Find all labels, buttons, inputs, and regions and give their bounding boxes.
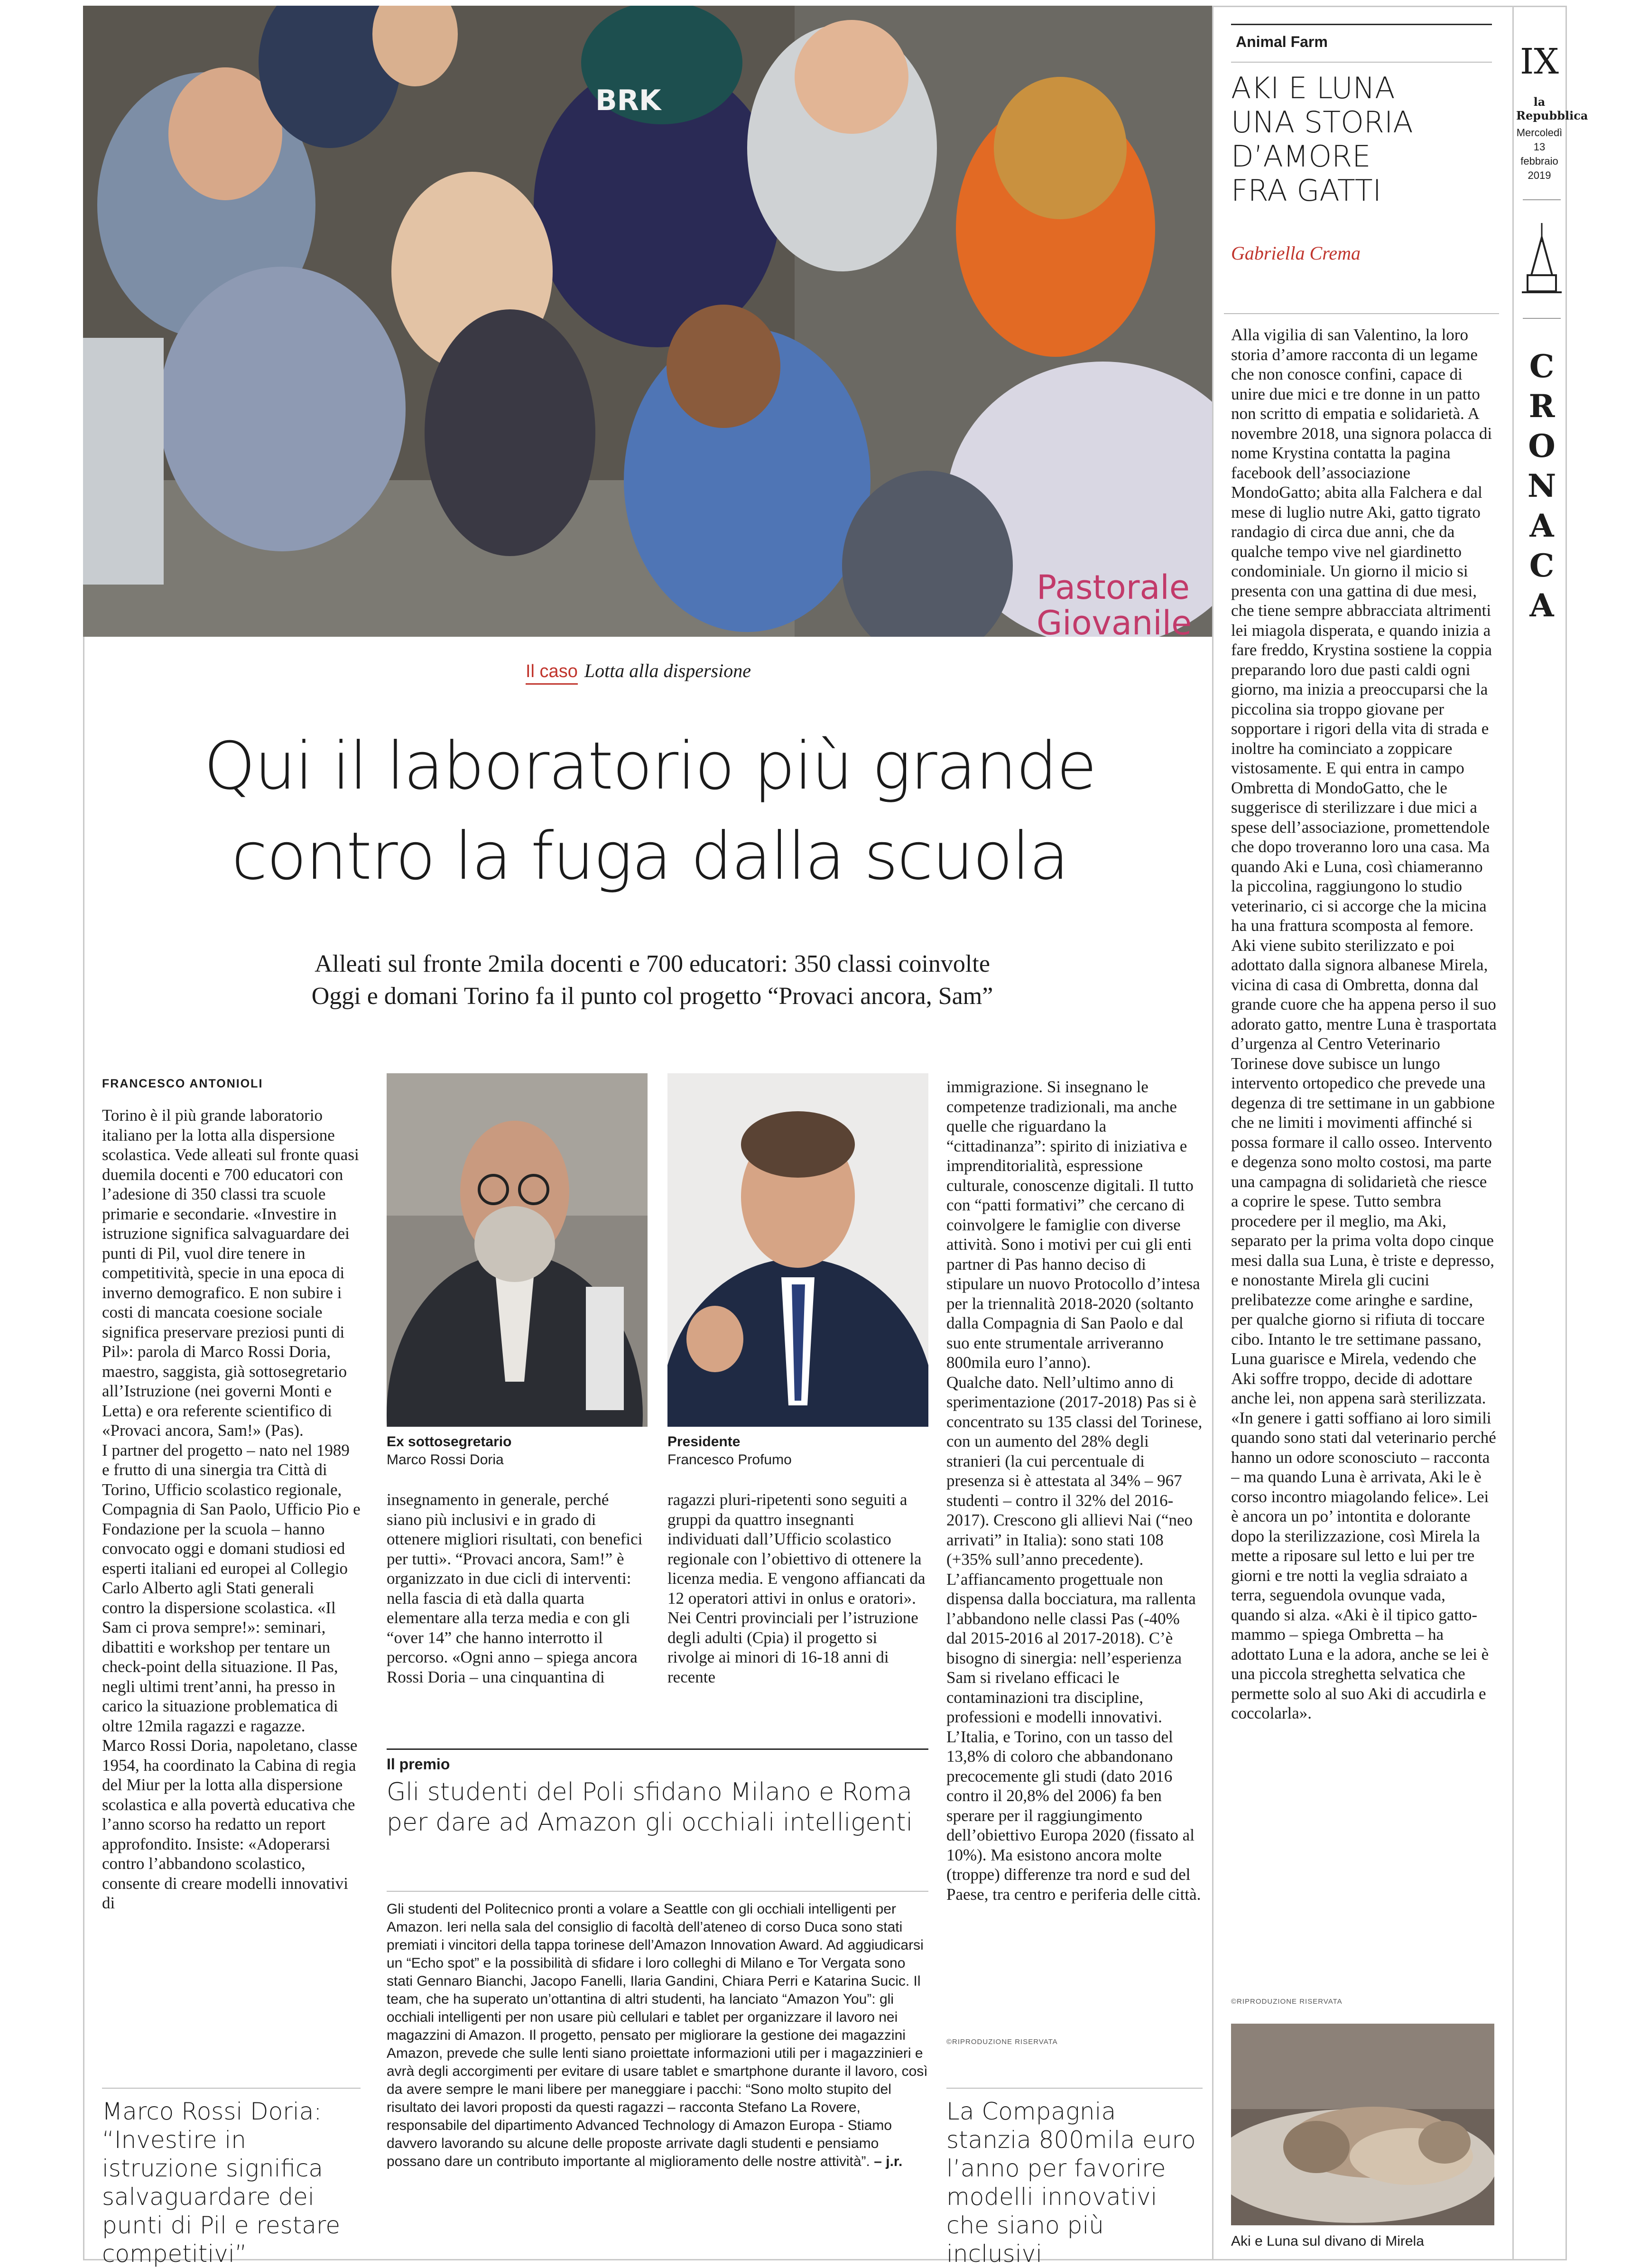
headline-line: Qui il laboratorio più grande xyxy=(204,728,1096,804)
section-letter: C xyxy=(1529,547,1555,584)
section-name xyxy=(1523,346,1561,625)
section-letter: C xyxy=(1529,348,1555,385)
animal-farm-label-rule xyxy=(1231,62,1492,63)
animal-farm-author: Gabriella Crema xyxy=(1231,242,1361,264)
pull-quote-1: Marco Rossi Doria: “Investire in istruzione significa salvaguardare dei punti di Pil e restare competitivi” xyxy=(102,2098,341,2268)
masthead-rule-top xyxy=(1523,199,1561,200)
paper-name: la Repubblica xyxy=(1516,95,1588,122)
column-rule-masthead xyxy=(1512,6,1514,2260)
article-headline xyxy=(152,721,1148,902)
section-letter: A xyxy=(1529,587,1554,624)
title-line: FRA GATTI xyxy=(1231,173,1381,208)
animal-farm-copyright: ©RIPRODUZIONE RISERVATA xyxy=(1231,1998,1343,2006)
animal-farm-top-rule xyxy=(1231,24,1492,25)
photo-aki-luna xyxy=(1231,2024,1494,2225)
article-column-4: immigrazione. Si insegnano le competenze tradizionali, ma anche quelle che riguardano la “cittadinanza”: spirito di iniziativa e imprenditorialità, espressione culturale, conoscenze digitali. Il tutto con “patti formativi” che cercano di coinvolgere le famiglie con diverse attività. Sono i motivi per cui gli enti partner di Pas hanno deciso di stipulare un nuovo Protocollo d’intesa per la triennalità 2018-2020 (soltanto dalla Compagnia di San Paolo e dal suo ente strumentale arriveranno 800mila euro l’anno). Qualche dato. Nell’ultimo anno di sperimentazione (2017-2018) Pas si è concentrato su 135 classi del Torinese, con un aumento del 28% degli stranieri (la cui percentuale di presenza si è attestata al 34% – 967 studenti – contro il 32% del 2016-2017). Crescono gli allievi Nai (“neo arrivati” in Italia): sono stati 108 (+35% sull’anno precedente). L’affiancamento progettuale non dispensa dalla bocciatura, ma rallenta l’abbandono nelle classi Pas (-40% dal 2015-2016 al 2017-2018). C’è bisogno di sinergia: nell’esperienza Sam si rivelano efficaci le contaminazioni tra discipline, professioni e modelli innovativi. L’Italia, e Torino, con un tasso del 13,8% di coloro che abbandonano precocemente gli studi (dato 2016 contro il 20,8% del 2006) fa ben sperare per il raggiungimento dell’obiettivo Europa 2020 (fissato al 10%). Ma esistono ancora molte (troppe) differenze tra nord e sud del Paese, tra centro e periferia delle città. xyxy=(946,1078,1203,1904)
kicker-topic: Lotta alla dispersione xyxy=(584,660,751,681)
pull-quote-1-rule xyxy=(102,2088,361,2089)
article-column-3: ragazzi pluri-ripetenti sono seguiti a gruppi da quattro insegnanti individuati dall’Ufficio scolastico regionale con l’obiettivo di ottenere la licenza media. E vengono affiancati da 12 operatori attivi in onlus e oratori». Nei Centri provinciali per l’istruzione degli adulti (Cpia) il progetto si rivolge ai minori di 16-18 anni di recente xyxy=(667,1490,926,1686)
column-rule-right-sidebar xyxy=(1212,6,1213,2260)
caption-bold: Ex sottosegretario xyxy=(387,1434,512,1450)
photo-caption-rossi-doria xyxy=(387,1433,648,1469)
premio-title: Gli studenti del Poli sfidano Milano e Roma per dare ad Amazon gli occhiali intelligenti xyxy=(387,1778,913,1837)
section-letter: R xyxy=(1528,388,1555,425)
headline-line: contro la fuga dalla scuola xyxy=(232,818,1068,894)
caption-text: Marco Rossi Doria xyxy=(387,1452,504,1468)
byline: FRANCESCO ANTONIOLI xyxy=(102,1077,263,1090)
subhead-line: Alleati sul fronte 2mila docenti e 700 educatori: 350 classi coinvolte xyxy=(315,950,990,977)
article-column-2: insegnamento in generale, perché siano più inclusivi e in grado di ottenere migliori risultati, con benefici per tutti». “Provaci ancora, Sam!” è organizzato in due cicli di interventi: nella fascia di età dalla quarta elementare alla terza media e con gli “over 14” che hanno interrotto il percorso. «Ogni anno – spiega ancora Rossi Doria – una cinquantina di xyxy=(387,1490,643,1686)
premio-body xyxy=(387,1900,928,2171)
animal-farm-body: Alla vigilia di san Valentino, la loro storia d’amore racconta di un legame che non conosce confini, capace di unire due mici e tre donne in un patto non scritto di empatia e solidarietà. A novembre 2018, una signora polacca di nome Krystina contatta la pagina facebook dell’associazione MondoGatto; abita alla Falchera e dal mese di luglio nutre Aki, gatto tigrato randagio di circa due anni, che da qualche tempo vive nel giardinetto condominiale. Un giorno il micio si presenta con una gattina di due mesi, che tiene sempre abbracciata altrimenti lei miagola disperata, e quando inizia a fare freddo, Krystina sostiene la coppia preparando loro due pasti caldi ogni giorno, ma inizia a preoccuparsi che la piccolina sia troppo giovane per sopportare i rigori della vita di strada e inoltre ha cominciato a zoppicare vistosamente. E qui entra in campo Ombretta di MondoGatto, che le suggerisce di sterilizzare i due mici a spese dell’associazione, promettendole che dopo troveranno loro una casa. Ma quando Aki e Luna, così chiameranno la piccolina, raggiungono lo studio veterinario, ci si accorge che la micina ha una frattura scomposta al femore. Aki viene subito sterilizzato e poi adottato dalla signora albanese Mirela, vicina di casa di Ombretta, donna dal grande cuore che ha appena perso il suo adorato gatto, mentre Luna è trasportata d’urgenza al Centro Veterinario Torinese dove subisce un lungo intervento ortopedico che prevede una degenza di tre settimane in un gabbione che ne limiti i movimenti affinché si possa formare il callo osseo. Intervento e degenza sono molto costosi, ma parte una campagna di solidarietà che riesce a coprire le spese. Tutto sembra procedere per il meglio, ma Aki, separato per la prima volta dopo cinque mesi dalla sua Luna, è triste e depresso, e nonostante Mirela gli cucini prelibatezze come aringhe e sardine, per qualche giorno si rifiuta di toccare cibo. Intanto le tre settimane passano, Luna guarisce e Mirela, vedendo che Aki soffre troppo, decide di adottare anche lei, non appena sarà sterilizzata. «In genere i gatti soffiano ai loro simili quando sono stati dal veterinario perché hanno un odore sconosciuto – racconta – ma quando Luna è arrivata, Aki le è corso incontro miagolando felice». Lei è ancora un po’ intontita e dolorante dopo la sterilizzazione, così Mirela la mette a riposare sul letto e lui per tre giorni e tre notti la veglia sdraiato a terra, seguendola ovunque vada, quando si alza. «Aki è il tipico gatto-mammo – spiega Ombretta – ha adottato Luna e la adora, anche se lei è una piccola streghetta selvatica che permette solo al suo Aki di accudirla e coccolarla». xyxy=(1231,325,1497,1722)
subhead-line: Oggi e domani Torino fa il punto col progetto “Provaci ancora, Sam” xyxy=(311,983,993,1010)
article-kicker xyxy=(526,660,751,682)
section-letter: N xyxy=(1527,467,1556,504)
premio-top-rule xyxy=(387,1748,928,1750)
caption-bold: Presidente xyxy=(667,1434,741,1450)
animal-farm-label: Animal Farm xyxy=(1236,33,1328,50)
photo-caption-profumo xyxy=(667,1433,928,1469)
title-line: UNA STORIA xyxy=(1231,105,1413,139)
main-photo xyxy=(83,6,1212,637)
caption-text: Francesco Profumo xyxy=(667,1452,792,1468)
photo-shirt-text-1: Pastorale xyxy=(1037,568,1190,607)
publication-date xyxy=(1516,126,1563,183)
section-letter: O xyxy=(1528,428,1556,465)
animal-farm-title xyxy=(1231,71,1497,208)
premio-signature: – j.r. xyxy=(874,2154,903,2169)
animal-farm-author-rule xyxy=(1224,313,1499,314)
photo-profumo xyxy=(667,1073,928,1427)
pull-quote-2: La Compagnia stanzia 800mila euro l’anno per favorire modelli innovativi che siano più inclusivi xyxy=(946,2098,1196,2268)
kicker-label: Il caso xyxy=(526,661,578,685)
premio-label: Il premio xyxy=(387,1756,450,1773)
article-column-1: Torino è il più grande laboratorio italiano per la lotta alla dispersione scolastica. Vede alleati sul fronte quasi duemila docenti e 700 educatori con l’adesione di 350 classi tra scuole primarie e secondarie. «Investire in istruzione significa salvaguardare dei punti di Pil, vuol dire tenere in competitività, specie in una epoca di inverno demografico. E non subire i costi di mancata coesione sociale significa preservare preziosi punti di Pil»: parola di Marco Rossi Doria, maestro, saggista, già sottosegretario all’Istruzione (nei governi Monti e Letta) e ora referente scientifico di «Provaci ancora, Sam!» (Pas). I partner del progetto – nato nel 1989 e frutto di una sinergia tra Città di Torino, Ufficio scolastico regionale, Compagnia di San Paolo, Ufficio Pio e Fondazione per la scuola – hanno convocato oggi e domani studiosi ed esperti italiani ed europei al Collegio Carlo Alberto agli Stati generali contro la dispersione scolastica. «Il Sam ci prova sempre!»: seminari, dibattiti e workshop per tentare un check-point della situazione. Il Pas, negli ultimi trent’anni, ha presso in carico la situazione problematica di oltre 12mila ragazzi e ragazze. Marco Rossi Doria, napoletano, classe 1954, ha coordinato la Cabina di regia del Miur per la lotta alla dispersione scolastica e alla povertà educativa che l’anno scorso ha redatto un report approfondito. Insiste: «Adoperarsi contro l’abbandono scolastico, consente di creare modelli innovativi di xyxy=(102,1106,361,1912)
photo-cap-text: BRK xyxy=(595,84,661,117)
premio-body-text: Gli studenti del Politecnico pronti a volare a Seattle con gli occhiali intelligenti per Amazon. Ieri nella sala del consiglio di facoltà dell’ateneo di corso Duca sono stati premiati i vincitori della tappa torinese dell’Amazon Innovation Award. Ad aggiudicarsi un “Echo spot” e la possibilità di sfidare i loro colleghi di Milano e Tor Vergata sono stati Gennaro Bianchi, Jacopo Fanelli, Ilaria Gandini, Chiara Perri e Katarina Sucic. Il team, che ha superato un’ottantina di altri studenti, ha lanciato “Amazon You”: gli occhiali intelligenti per non usare più cellulari e tablet per organizzare il lavoro nei magazzini di Amazon. Il progetto, pensato per migliorare la gestione dei magazzini Amazon, prevede che sulle lenti siano proiettate informazioni utili per i magazzinieri e avrà degli accorgimenti per evitare di usare tablet e smartphone durante il lavoro, così da avere sempre le mani libere per maneggiare i pacchi: “Sono molto stupito del risultato dei lavori proposti da questi ragazzi – racconta Stefano La Rovere, responsabile del dipartimento Advanced Technology di Amazon Europa - Stiamo davvero lavorando su alcune delle proposte arrivate dagli studenti e pensiamo possano dare un contributo importante al miglioramento delle nostre attività”. xyxy=(387,1901,928,2169)
photo-shirt-text-2: Giovanile xyxy=(1037,604,1192,637)
photo-rossi-doria xyxy=(387,1073,648,1427)
section-letter: A xyxy=(1529,507,1554,544)
premio-divider xyxy=(387,1891,928,1892)
article-subhead xyxy=(190,948,1115,1013)
date-year: 2019 xyxy=(1528,169,1551,181)
pull-quote-2-rule xyxy=(946,2088,1203,2089)
article-copyright: ©RIPRODUZIONE RISERVATA xyxy=(946,2038,1058,2046)
photo-caption-aki-luna: Aki e Luna sul divano di Mirela xyxy=(1231,2233,1424,2249)
page-number: IX xyxy=(1520,41,1559,82)
mole-antonelliana-icon xyxy=(1522,223,1562,294)
title-line: D’AMORE xyxy=(1231,139,1371,174)
date-day-month: 13 febbraio xyxy=(1520,141,1558,167)
title-line: AKI E LUNA xyxy=(1231,71,1395,105)
masthead-rule-bottom xyxy=(1523,318,1561,319)
date-weekday: Mercoledì xyxy=(1516,127,1563,139)
